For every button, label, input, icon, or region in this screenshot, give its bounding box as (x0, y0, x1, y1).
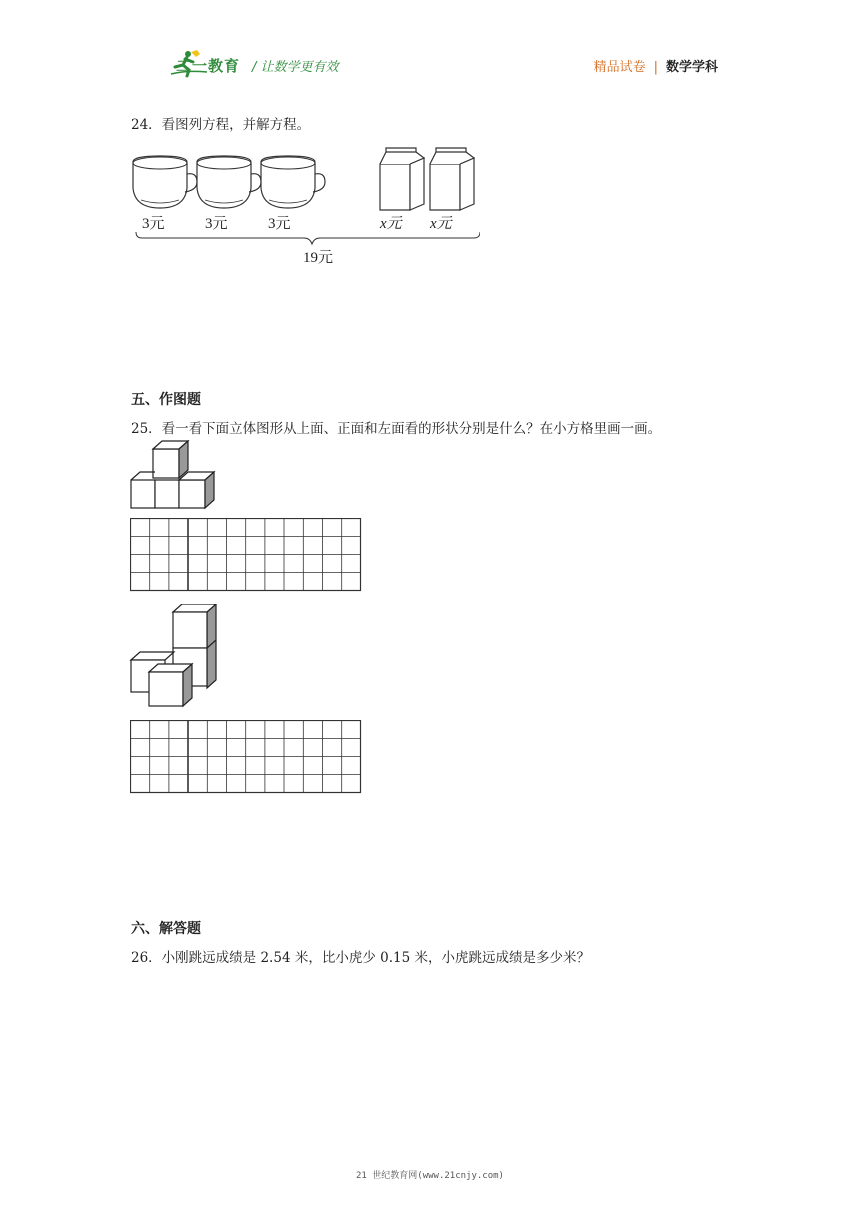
cube-figure-1 (129, 440, 219, 512)
brand-slogan: / 让数学更有效 (252, 60, 339, 75)
cup-icon (197, 156, 261, 208)
milk-price-label: x元 (430, 216, 452, 232)
cup-price-label: 3元 (142, 216, 165, 232)
cup-icon (261, 156, 325, 208)
cube-figure-2 (129, 604, 221, 708)
milk-carton-icon (380, 148, 424, 210)
page-footer: 21 世纪教育网(www.21cnjy.com) (356, 1171, 504, 1181)
header-right (594, 56, 718, 75)
cup-price-label: 3元 (205, 216, 228, 232)
question-26-prompt: 26．小刚跳远成绩是 2.54 米，比小虎少 0.15 米，小虎跳远成绩是多少米？ (131, 950, 590, 966)
subject-label: 数学学科 (665, 60, 718, 75)
cup-icon (133, 156, 197, 208)
total-brace (136, 232, 480, 244)
brand-name: 二一教育 (176, 57, 241, 75)
grid-lines (130, 720, 361, 793)
header-separator: | (653, 60, 658, 75)
cup-price-label: 3元 (268, 216, 291, 232)
milk-carton-icon (430, 148, 474, 210)
grid-lines (130, 518, 361, 591)
question-24-figure (128, 142, 480, 270)
milk-price-label: x元 (380, 216, 402, 232)
drawing-grid-2[interactable] (130, 720, 362, 794)
section-5-title: 五、作图题 (131, 392, 201, 408)
question-25-prompt: 25．看一看下面立体图形从上面、正面和左面看的形状分别是什么？在小方格里画一画。 (131, 421, 662, 437)
section-6-title: 六、解答题 (131, 921, 201, 937)
quality-label: 精品试卷 (593, 60, 646, 75)
question-24-prompt: 24．看图列方程，并解方程。 (131, 117, 311, 133)
drawing-grid-1[interactable] (130, 518, 362, 592)
total-label: 19元 (303, 250, 334, 266)
